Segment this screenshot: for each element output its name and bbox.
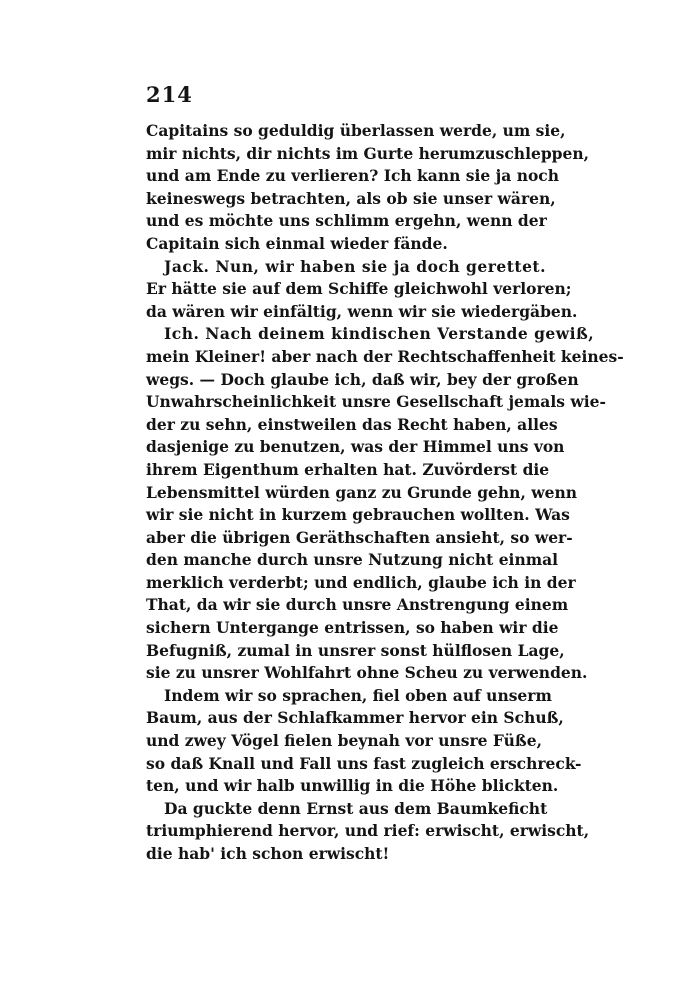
body-text	[146, 120, 624, 866]
text-line: die hab' ich schon erwischt!	[146, 844, 390, 863]
text-line: da wären wir einfältig, wenn wir sie wiedergäben.	[146, 301, 578, 321]
text-line: wegs. — Doch glaube ich, daß wir, bey der großen	[146, 369, 579, 389]
text-line: Capitains so geduldig überlassen werde, um sie,	[146, 121, 566, 140]
text-line: und am Ende zu verlieren? Ich kann sie ja noch	[146, 166, 560, 186]
text-line: sie zu unsrer Wohlfahrt ohne Scheu zu verwenden.	[146, 663, 588, 683]
text-line: Da guckte denn Ernst aus dem Baumkeficht	[164, 798, 548, 818]
text-line: sichern Untergange entrissen, so haben wir die	[146, 618, 559, 638]
text-line: mein Kleiner! aber nach der Rechtschaffenheit keines-	[146, 346, 624, 366]
text-line: Befugniß, zumal in unsrer sonst hülflosen Lage,	[146, 640, 565, 660]
text-line: Unwahrscheinlichkeit unsre Gesellschaft jemals wie-	[146, 392, 606, 412]
text-line: Jack. Nun, wir haben sie ja doch gerettet.	[164, 256, 546, 276]
text-line: und zwey Vögel fielen beynah vor unsre Füße,	[146, 731, 542, 751]
text-line: merklich verderbt; und endlich, glaube ich in der	[146, 572, 576, 592]
text-line: That, da wir sie durch unsre Anstrengung einem	[146, 595, 569, 615]
text-line: triumphierend hervor, und rief: erwischt, erwischt,	[146, 821, 590, 841]
text-line: den manche durch unsre Nutzung nicht einmal	[146, 550, 559, 570]
text-line: Capitain sich einmal wieder fände.	[146, 233, 448, 253]
text-line: Baum, aus der Schlafkammer hervor ein Schuß,	[146, 708, 564, 728]
text-line: Ich. Nach deinem kindischen Verstande gewiß,	[164, 324, 595, 344]
text-line: so daß Knall und Fall uns fast zugleich erschreck-	[146, 753, 582, 773]
text-line: Er hätte sie auf dem Schiffe gleichwohl verloren;	[146, 279, 572, 299]
text-line: der zu sehn, einstweilen das Recht haben, alles	[146, 414, 558, 434]
text-line: ihrem Eigenthum erhalten hat. Zuvörderst die	[146, 459, 550, 479]
text-line: keineswegs betrachten, als ob sie unser wären,	[146, 188, 556, 208]
text-line: dasjenige zu benutzen, was der Himmel uns von	[146, 437, 565, 457]
text-line: Lebensmittel würden ganz zu Grunde gehn, wenn	[146, 482, 577, 502]
text-line: ten, und wir halb unwillig in die Höhe blickten.	[146, 776, 559, 796]
text-line: wir sie nicht in kurzem gebrauchen wollten. Was	[146, 505, 570, 525]
text-line: mir nichts, dir nichts im Gurte herumzuschleppen,	[146, 143, 590, 163]
page-number: 214	[146, 82, 193, 107]
text-line: aber die übrigen Geräthschaften ansieht, so wer-	[146, 527, 573, 547]
text-line: und es möchte uns schlimm ergehn, wenn der	[146, 211, 547, 231]
text-line: Indem wir so sprachen, fiel oben auf unserm	[164, 685, 552, 705]
